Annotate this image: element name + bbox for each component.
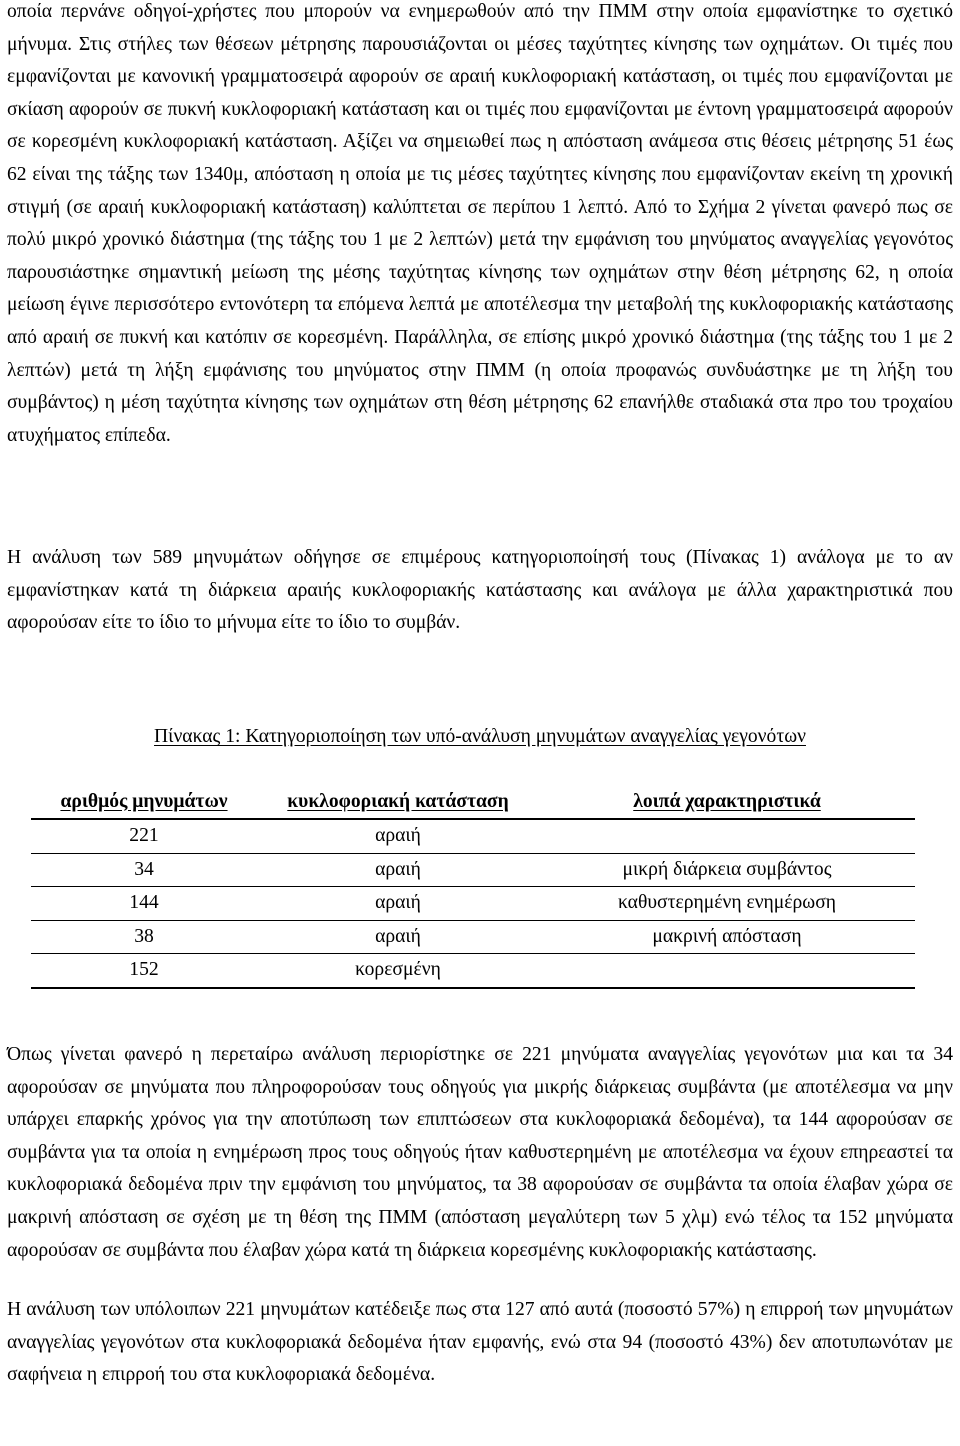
cell-other-characteristics: μικρή διάρκεια συμβάντος: [539, 853, 915, 887]
cell-other-characteristics: μακρινή απόσταση: [539, 920, 915, 954]
body-paragraph-1: οποία περνάνε οδηγοί-χρήστες που μπορούν να ενημερωθούν από την ΠΜΜ στην οποία εμφανίστηκε το σχετικό μήνυμα. Στις στήλες των θέσεων μέτρησης παρουσιάζονται οι μέσες ταχύτητες κίνησης των οχημάτων. Οι τιμές που εμφανίζονται με κανονική γραμματοσειρά αφορούν σε αραιή κυκλοφοριακή κατάσταση, οι τιμές που εμφανίζονται με σκίαση αφορούν σε πυκνή κυκλοφοριακή κατάσταση και οι τιμές που εμφανίζονται με έντονη γραμματοσειρά αφορούν σε κορεσμένη κυκλοφοριακή κατάσταση. Αξίζει να σημειωθεί πως η απόσταση ανάμεσα στις θέσεις μέτρησης 51 έως 62 είναι της τάξης των 1340μ, απόσταση η οποία με τις μέσες ταχύτητες κίνησης που εμφανίζονταν εκείνη τη χρονική στιγμή (σε αραιή κυκλοφοριακή κατάσταση) καλύπτεται σε περίπου 1 λεπτό. Από το Σχήμα 2 γίνεται φανερό πως σε πολύ μικρό χρονικό διάστημα (της τάξης του 1 με 2 λεπτών) μετά την εμφάνιση του μηνύματος αναγγελίας γεγονότος παρουσιάστηκε σημαντική μείωση της μέσης ταχύτητας κίνησης των οχημάτων στην θέση μέτρησης 62, η οποία μείωση έγινε περισσότερο εντονότερη τα επόμενα λεπτά με αποτέλεσμα την μεταβολή της κυκλοφοριακής κατάστασης από αραιή σε πυκνή και κατόπιν σε κορεσμένη. Παράλληλα, σε επίσης μικρό χρονικό διάστημα (της τάξης του 1 με 2 λεπτών) μετά τη λήξη εμφάνισης του μηνύματος στην ΠΜΜ (η οποία προφανώς συνδυάστηκε με τη λήξη του συμβάντος) η μέση ταχύτητα κίνησης των οχημάτων στη θέση μέτρησης 62 επανήλθε σταδιακά στα προ του τροχαίου ατυχήματος επίπεδα.: [7, 1, 953, 446]
header-other-characteristics: λοιπά χαρακτηριστικά: [539, 785, 915, 819]
table-row: [31, 887, 915, 921]
cell-traffic-state: κορεσμένη: [257, 954, 539, 988]
table-row: [31, 920, 915, 954]
table-caption: Πίνακας 1: Κατηγοριοποίηση των υπό-ανάλυση μηνυμάτων αναγγελίας γεγονότων: [154, 726, 806, 747]
cell-message-count: 152: [31, 954, 257, 988]
cell-message-count: 38: [31, 920, 257, 954]
body-paragraph-2: Η ανάλυση των 589 μηνυμάτων οδήγησε σε επιμέρους κατηγοριοποίησή τους (Πίνακας 1) ανάλογα με το αν εμφανίστηκαν κατά τη διάρκεια αραιής κυκλοφοριακής κατάστασης και ανάλογα με άλλα χαρακτηριστικά που αφορούσαν είτε το ίδιο το μήνυμα είτε το ίδιο το συμβάν.: [7, 547, 953, 634]
cell-traffic-state: αραιή: [257, 853, 539, 887]
cell-traffic-state: αραιή: [257, 887, 539, 921]
cell-traffic-state: αραιή: [257, 819, 539, 853]
table-row: [31, 819, 915, 853]
cell-traffic-state: αραιή: [257, 920, 539, 954]
cell-message-count: 221: [31, 819, 257, 853]
table-header-row: [31, 785, 915, 819]
header-traffic-state: κυκλοφοριακή κατάσταση: [257, 785, 539, 819]
body-paragraph-4: Η ανάλυση των υπόλοιπων 221 μηνυμάτων κατέδειξε πως στα 127 από αυτά (ποσοστό 57%) η επιρροή των μηνυμάτων αναγγελίας γεγονότων στα κυκλοφοριακά δεδομένα ήταν εμφανής, ενώ στα 94 (ποσοστό 43%) δεν αποτυπωνόταν με σαφήνεια η επιρροή του στα κυκλοφοριακά δεδομένα.: [7, 1299, 953, 1386]
cell-other-characteristics: [539, 819, 915, 853]
header-message-count: αριθμός μηνυμάτων: [31, 785, 257, 819]
cell-message-count: 144: [31, 887, 257, 921]
table-row: [31, 954, 915, 988]
body-paragraph-3: Όπως γίνεται φανερό η περεταίρω ανάλυση περιορίστηκε σε 221 μηνύματα αναγγελίας γεγονότων μια και τα 34 αφορούσαν σε μηνύματα που πληροφορούσαν τους οδηγούς για μικρής διάρκειας συμβάντα (με αποτέλεσμα να μην υπάρχει επαρκής χρόνος για την αποτύπωση των επιπτώσεων στα κυκλοφοριακά δεδομένα), τα 144 αφορούσαν σε συμβάντα για τα οποία η ενημέρωση προς τους οδηγούς ήταν καθυστερημένη με αποτέλεσμα να έχουν επηρεαστεί τα κυκλοφοριακά δεδομένα πριν την εμφάνιση του μηνύματος, τα 38 αφορούσαν σε συμβάντα τα οποία έλαβαν χώρα σε μακρινή απόσταση σε σχέση με τη θέση της ΠΜΜ (απόσταση μεγαλύτερη των 5 χλμ) ενώ τέλος τα 152 μηνύματα αφορούσαν σε συμβάντα που έλαβαν χώρα κατά τη διάρκεια κορεσμένης κυκλοφοριακής κατάστασης.: [7, 1044, 953, 1261]
cell-other-characteristics: καθυστερημένη ενημέρωση: [539, 887, 915, 921]
cell-message-count: 34: [31, 853, 257, 887]
table-row: [31, 853, 915, 887]
cell-other-characteristics: [539, 954, 915, 988]
categorization-table: [31, 785, 915, 989]
